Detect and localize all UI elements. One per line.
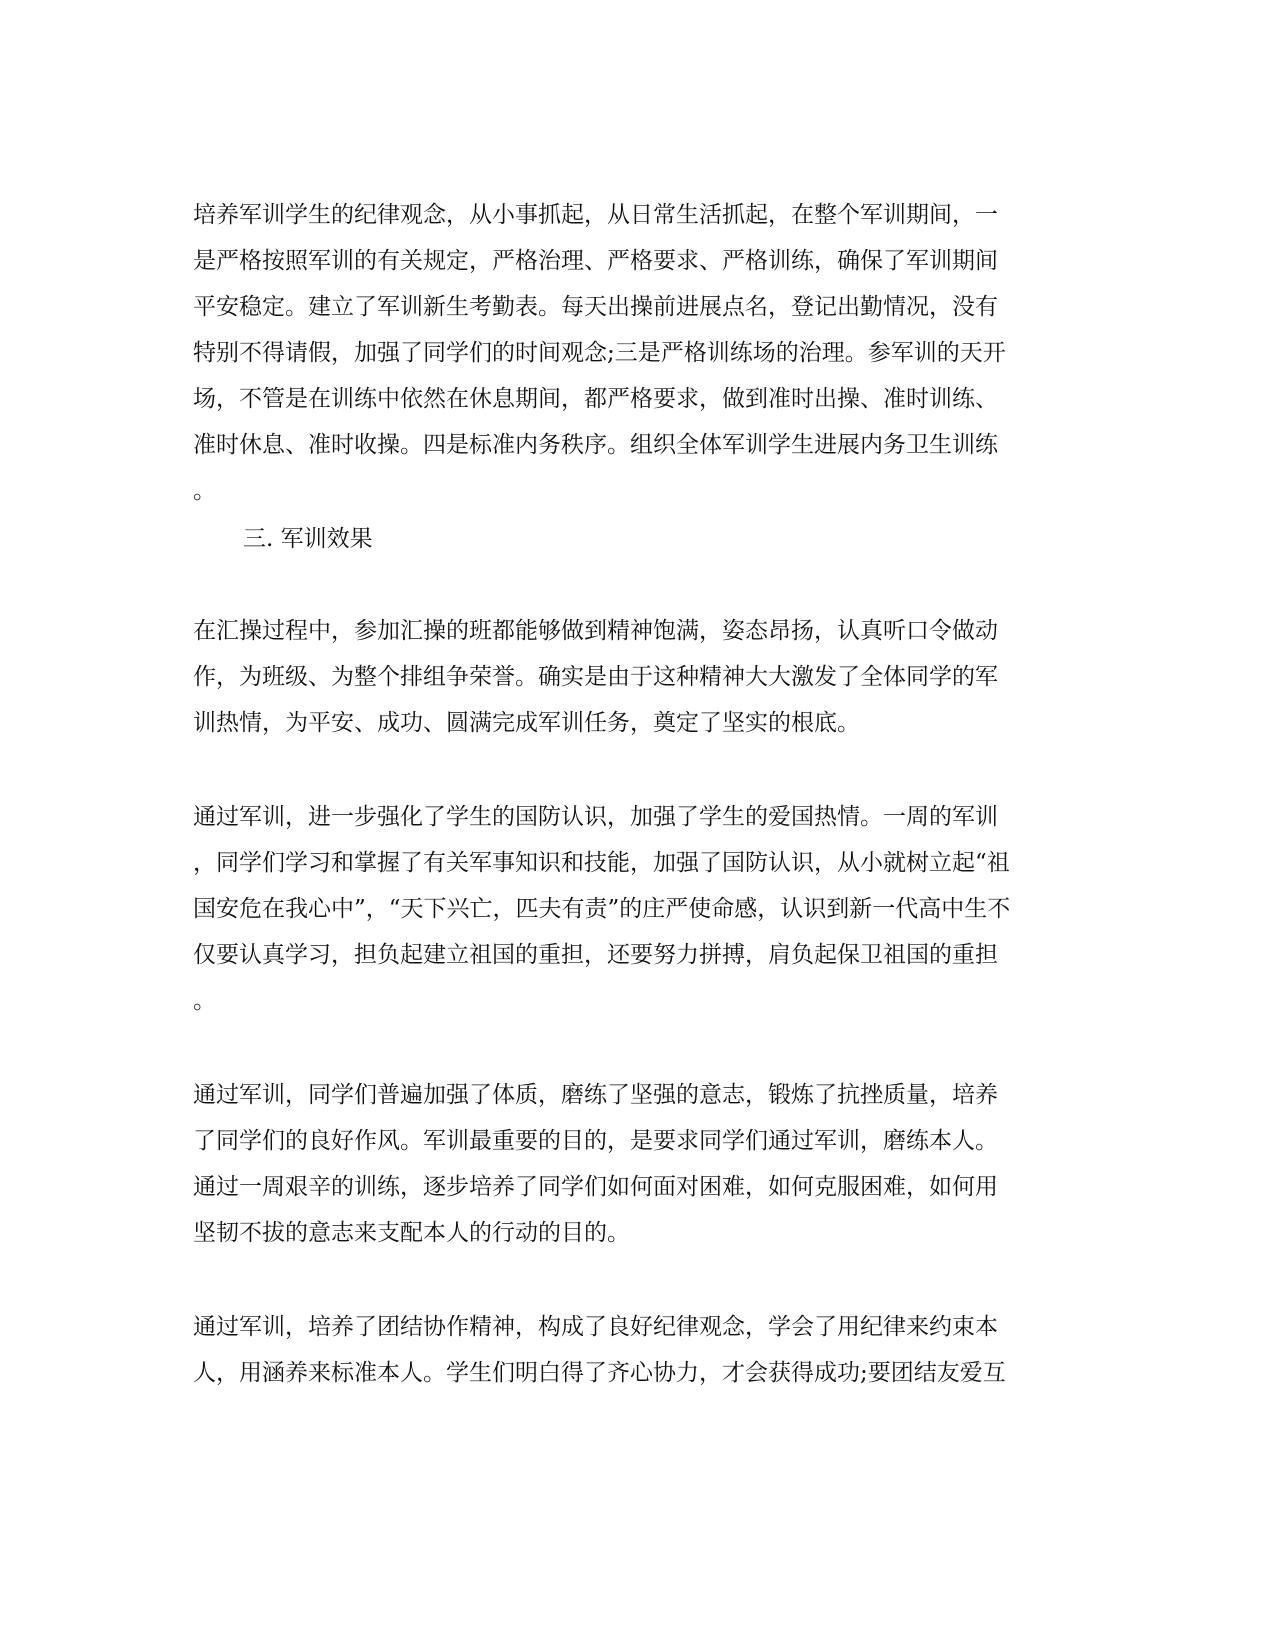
text-line: ，同学们学习和掌握了有关军事知识和技能，加强了国防认识，从小就树立起“祖 <box>193 850 1010 876</box>
text-line: 仅要认真学习，担负起建立祖国的重担，还要努力拼搏，肩负起保卫祖国的重担 <box>193 942 998 968</box>
text-line: 准时休息、准时收操。四是标准内务秩序。组织全体军训学生进展内务卫生训练 <box>193 432 998 458</box>
text-line: 特别不得请假，加强了同学们的时间观念;三是严格训练场的治理。参军训的天开 <box>193 340 1006 366</box>
text-line: 通过军训，培养了团结协作精神，构成了良好纪律观念，学会了用纪律来约束本 <box>193 1314 998 1340</box>
text-line: 人，用涵养来标准本人。学生们明白得了齐心协力，才会获得成功;要团结友爱互 <box>193 1360 1006 1386</box>
text-line: 平安稳定。建立了军训新生考勤表。每天出操前进展点名，登记出勤情况，没有 <box>193 294 998 320</box>
text-line: 是严格按照军训的有关规定，严格治理、严格要求、严格训练，确保了军训期间 <box>193 248 998 274</box>
text-line: 作，为班级、为整个排组争荣誉。确实是由于这种精神大大激发了全体同学的军 <box>193 664 998 690</box>
section-heading: 三. 军训效果 <box>243 526 373 552</box>
text-line: 坚韧不拔的意志来支配本人的行动的目的。 <box>193 1220 630 1246</box>
text-line: 国安危在我心中”，“天下兴亡，匹夫有责”的庄严使命感，认识到新一代高中生不 <box>193 896 1011 922</box>
text-line: 。 <box>193 988 216 1014</box>
text-line: 通过一周艰辛的训练，逐步培养了同学们如何面对困难，如何克服困难，如何用 <box>193 1174 998 1200</box>
text-line: 通过军训，进一步强化了学生的国防认识，加强了学生的爱国热情。一周的军训 <box>193 804 998 830</box>
text-line: 在汇操过程中，参加汇操的班都能够做到精神饱满，姿态昂扬，认真听口令做动 <box>193 618 998 644</box>
text-line: 训热情，为平安、成功、圆满完成军训任务，奠定了坚实的根底。 <box>193 710 860 736</box>
text-line: 培养军训学生的纪律观念，从小事抓起，从日常生活抓起，在整个军训期间，一 <box>193 202 998 228</box>
text-line: 通过军训，同学们普遍加强了体质，磨练了坚强的意志，锻炼了抗挫质量，培养 <box>193 1082 998 1108</box>
text-line: 了同学们的良好作风。军训最重要的目的，是要求同学们通过军训，磨练本人。 <box>193 1128 998 1154</box>
text-line: 场，不管是在训练中依然在休息期间，都严格要求，做到准时出操、准时训练、 <box>193 386 998 412</box>
text-line: 。 <box>193 478 216 504</box>
